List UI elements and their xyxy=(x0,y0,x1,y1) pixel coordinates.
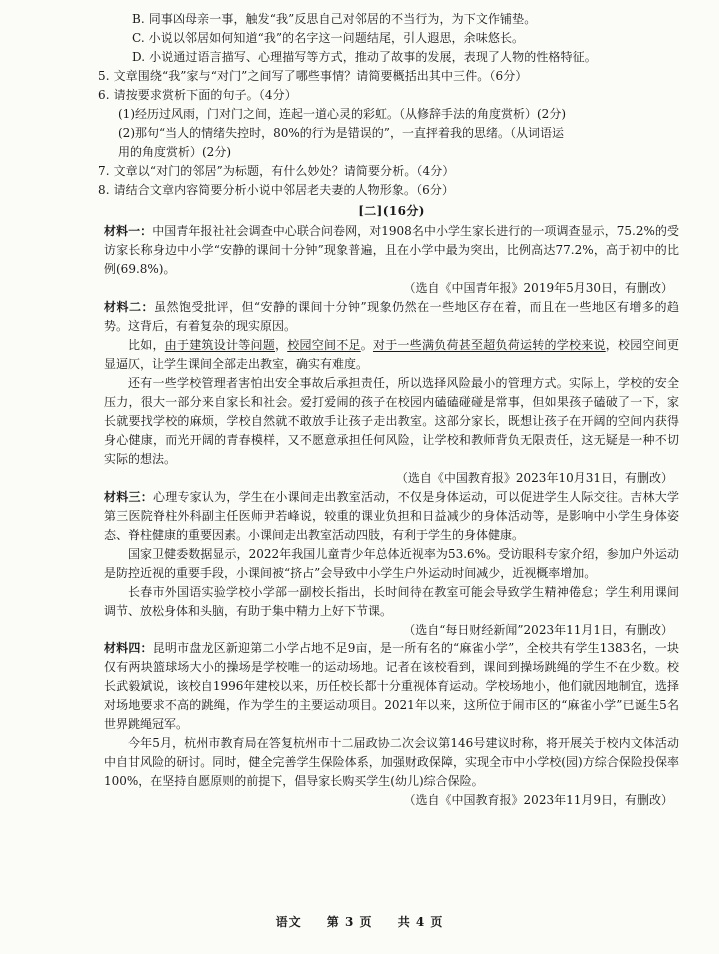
material-2-p2-a: 比如， xyxy=(128,338,165,353)
question-6: 6. 请按要求赏析下面的句子。（4分） xyxy=(98,87,297,102)
material-3-paragraph-2: 国家卫健委数据显示，2022年我国儿童青少年总体近视率为53.6%。受访眼科专家介绍，参加户外运动是防控近视的重要手段，小课间被“挤占”会导致中小学生户外运动时间减少，近视概率增加。 xyxy=(104,546,679,580)
question-6-part-1: (1)经历过风雨，门对门之间，连起一道心灵的彩虹。（从修辞手法的角度赏析）(2分) xyxy=(118,106,566,121)
footer-total-pages: 共 4 页 xyxy=(397,915,444,930)
material-2-p2-b: ， xyxy=(274,338,288,353)
material-4-text: 昆明市盘龙区新迎第二小学占地不足9亩，是一所有名的“麻雀小学”，全校共有学生1383名，一块仅有两块篮球场大小的操场是学校唯一的运动场地。记者在该校看到，课间到操场跳绳的学生不在少数。校长武毅斌说，该校自1996年建校以来，历任校长都十分重视体育运动。学校场地小，他们就因地制宜，选择对场地要求不高的跳绳，作为学生的主要运动项目。2021年以来，这所位于闹市区的“麻雀小学”已诞生5名世界跳绳冠军。 xyxy=(104,641,679,732)
section-title: [二](16分) xyxy=(358,203,425,218)
material-2 xyxy=(104,298,679,336)
material-2-underlined-3: 对于一些满负荷甚至超负荷运转的学校来说 xyxy=(372,338,606,353)
material-2-source: （选自《中国教育报》2023年10月31日，有删改） xyxy=(395,470,673,485)
question-6-part-2-line-2: 用的角度赏析）(2分) xyxy=(118,144,231,159)
material-2-underlined-2: 校园空间不足 xyxy=(287,338,361,353)
option-b: B. 同事凶母亲一事，触发“我”反思自己对邻居的不当行为，为下文作铺垫。 xyxy=(132,12,537,26)
footer-page-number: 第 3 页 xyxy=(326,915,373,930)
material-4-label: 材料四： xyxy=(104,641,153,656)
option-c: C. 小说以邻居如何知道“我”的名字这一问题结尾，引人遐思，余味悠长。 xyxy=(132,30,525,45)
material-2-paragraph-3: 还有一些学校管理者害怕出安全事故后承担责任，所以选择风险最小的管理方式。实际上，学校的安全压力，很大一部分来自家长和社会。爱打爱闹的孩子在校园内磕磕碰碰是常事，但如果孩子磕破了一下，家长就要找学校的麻烦，学校自然就不敢放手让孩子走出教室。这部分家长，既想让孩子在开阔的空间内获得身心健康，而光开阔的青春模样，又不愿意承担任何风险，让学校和教师背负无限责任，这无疑是一种不切实际的想法。 xyxy=(104,376,679,466)
material-3-text: 心理专家认为，学生在小课间走出教室活动，不仅是身体运动，可以促进学生人际交往。吉林大学第三医院脊柱外科副主任医师尹若峰说，较重的课业负担和日益减少的身体活动等，是影响中小学生身体姿态、脊柱健康的重要因素。小课间走出教室活动四肢，有利于学生的身体健康。 xyxy=(104,489,679,542)
material-3-source: （选自“每日财经新闻”2023年11月1日，有删改） xyxy=(403,622,673,637)
question-6-part-2 xyxy=(104,124,679,162)
material-2-underlined-1: 由于建筑设计等问题 xyxy=(164,338,275,353)
material-4-source: （选自《中国教育报》2023年11月9日，有删改） xyxy=(403,793,673,808)
material-1-label: 材料一： xyxy=(104,224,153,239)
option-d: D. 小说通过语言描写、心理描写等方式，推动了故事的发展，表现了人物的性格特征。 xyxy=(132,49,597,64)
question-6-part-2-line-1: (2)那句“当人的情绪失控时，80%的行为是错误的”，一直抨着我的思绪。（从词语运 xyxy=(118,125,564,140)
material-1 xyxy=(104,222,679,279)
material-3 xyxy=(104,488,679,545)
page-footer xyxy=(0,913,719,932)
question-7: 7. 文章以“对门的邻居”为标题，有什么妙处？请简要分析。（4分） xyxy=(98,163,455,178)
material-4-paragraph-2: 今年5月，杭州市教育局在答复杭州市十二届政协二次会议第146号建议时称，将开展关于校内文体活动中自甘风险的研讨。同时，健全完善学生保险体系，加强财政保障，实现全市中小学校(园)方综合保险投保率100%，在坚持自愿原则的前提下，倡导家长购买学生(幼儿)综合保险。 xyxy=(104,736,679,789)
material-2-p2-c: 。 xyxy=(360,338,373,353)
material-2-p2-d: ，校园空间更显逼仄，让学生课间全部走出教室，确实有难度。 xyxy=(104,338,679,372)
material-2-text: 虽然饱受批评，但“安静的课间十分钟”现象仍然在一些地区存在着，而且在一些地区有增多的趋势。这背后，有着复杂的现实原因。 xyxy=(104,300,679,334)
material-1-source: （选自《中国青年报》2019年5月30日，有删改） xyxy=(403,281,673,296)
material-2-paragraph-2 xyxy=(104,336,679,374)
material-2-label: 材料二： xyxy=(104,300,154,315)
question-8: 8. 请结合文章内容简要分析小说中邻居老夫妻的人物形象。（6分） xyxy=(98,182,455,197)
footer-subject: 语文 xyxy=(275,915,302,930)
question-5: 5. 文章围绕“我”家与“对门”之间写了哪些事情？请简要概括出其中三件。（6分） xyxy=(98,68,528,83)
material-3-label: 材料三： xyxy=(104,489,153,504)
material-3-paragraph-3: 长春市外国语实验学校小学部一副校长指出，长时间待在教室可能会导致学生精神倦怠；学生利用课间调节、放松身体和头脑，有助于集中精力上好下节课。 xyxy=(104,584,679,618)
material-4 xyxy=(104,639,679,734)
material-1-text: 中国青年报社社会调查中心联合问卷网，对1908名中小学生家长进行的一项调查显示，75.2%的受访家长称身边中小学“安静的课间十分钟”现象普遍，且在小学中最为突出，比例高达77.2%，高于初中的比例(69.8%)。 xyxy=(104,224,679,277)
